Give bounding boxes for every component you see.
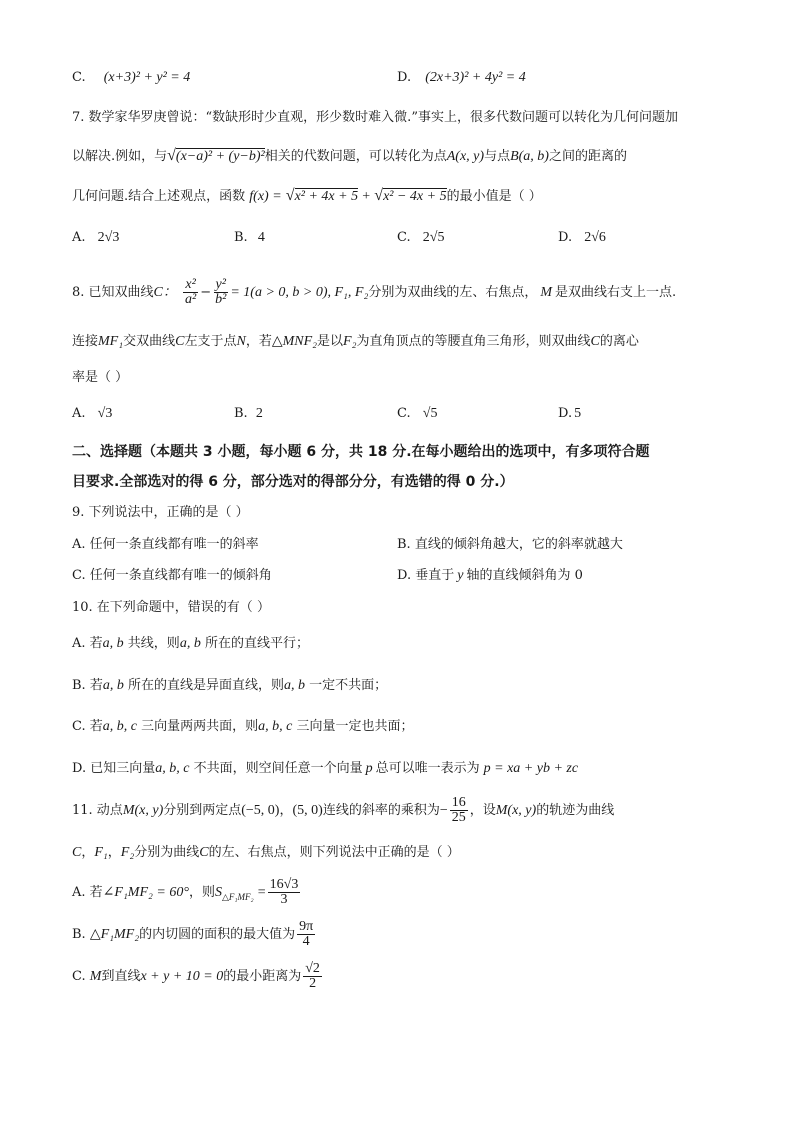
vector-p: p <box>365 761 373 776</box>
q9-option-a: A. 任何一条直线都有唯一的斜率 <box>72 537 259 552</box>
option-label: B. <box>234 406 248 421</box>
q10-option-c <box>72 717 414 737</box>
text: 左支于点 <box>184 334 237 349</box>
text: 所在的直线平行； <box>204 636 309 651</box>
text: 分别为曲线 <box>134 845 200 860</box>
text: ， <box>107 845 121 860</box>
line-equation: x + y + 10 = 0 <box>140 969 224 984</box>
q7-option-c <box>397 228 444 248</box>
curve-name: C <box>72 845 82 860</box>
curve-name: C <box>175 334 185 349</box>
point-1: (−5, 0) <box>241 803 280 818</box>
curve-name: C <box>199 845 209 860</box>
text: 的内切圆的面积的最大值为 <box>139 927 296 942</box>
vectors: a, b, c <box>155 761 190 776</box>
text: A. 若 <box>72 636 103 651</box>
text: 总可以唯一表示为 <box>375 761 480 776</box>
option-value: 2√5 <box>422 230 445 245</box>
q7-stem-line2 <box>72 146 627 167</box>
option-label: C. <box>72 70 86 85</box>
q8-option-a <box>72 404 112 424</box>
q10-option-b <box>72 676 387 696</box>
text: 的离心 <box>599 334 639 349</box>
point-2: (5, 0) <box>292 803 323 818</box>
fraction-y2-b2: $\frac{\text{y²}}{\text{b²}}$ <box>215 277 227 307</box>
text: ，设 <box>469 803 496 818</box>
q7-option-b <box>234 228 265 248</box>
option-value: 2 <box>255 406 263 421</box>
q7-option-d <box>558 228 606 248</box>
q7-stem-line1: 7. 数学家华罗庚曾说：“数缺形时少直观，形少数时难入微.”事实上，很多代数问题可以转化为几何问题加 <box>72 110 678 125</box>
point-m: M(x, y) <box>495 803 537 818</box>
option-label: B. <box>234 230 248 245</box>
text: D. 已知三向量 <box>72 761 156 776</box>
option-label: C. <box>397 406 411 421</box>
text: 三向量两两共面，则 <box>141 719 259 734</box>
text: ，若 <box>245 334 272 349</box>
triangle: △F₁MF₂ <box>89 927 140 942</box>
vectors: a, b, c <box>102 719 137 734</box>
option-label: D. <box>397 70 412 85</box>
text: ，则 <box>188 885 215 900</box>
option-label: A. <box>72 230 86 245</box>
text: 之间的距离的 <box>548 149 627 164</box>
text: 是以 <box>317 334 344 349</box>
minus-sign: − <box>439 803 448 818</box>
text: C. 若 <box>72 719 103 734</box>
option-label: A. <box>72 406 86 421</box>
vector-expression: p = xa + yb + zc <box>483 761 579 776</box>
text: 相关的代数问题，可以转化为点 <box>264 149 447 164</box>
option-label: C. <box>397 230 411 245</box>
text: 的最小距离为 <box>223 969 302 984</box>
q6-option-d <box>397 68 526 88</box>
option-value: 2√3 <box>97 230 120 245</box>
text: 与点 <box>484 149 511 164</box>
point-m: M <box>540 285 553 300</box>
sqrt-expression: √(x−a)² + (y−b)² <box>167 147 265 164</box>
q10-stem: 10. 在下列命题中，错误的有（ ） <box>72 600 270 615</box>
text: 的左、右焦点，则下列说法中正确的是（ ） <box>208 845 460 860</box>
segment: MF₁ <box>98 334 124 349</box>
q7-stem-line3 <box>72 186 542 207</box>
text: 一定不共面； <box>309 678 388 693</box>
vectors: a, b <box>283 678 305 693</box>
q8-option-c <box>397 404 437 424</box>
option-value: 5 <box>574 406 582 421</box>
point-m: M <box>89 969 102 984</box>
q11-option-b <box>72 920 317 950</box>
text: B. <box>72 927 86 942</box>
point-a: A(x, y) <box>446 149 485 164</box>
plus-sign: + <box>362 189 371 204</box>
q11-stem-line1 <box>72 796 614 826</box>
vectors: a, b <box>179 636 201 651</box>
text: 轴的直线倾斜角为 0 <box>466 568 583 583</box>
section-heading-line2: 目要求.全部选对的得 6 分，部分选对的得部分分，有选错的得 0 分.） <box>72 474 514 490</box>
focus-2: F₂ <box>120 845 135 860</box>
focus-1: F₁ <box>94 845 108 860</box>
text: D. 垂直于 <box>397 568 455 583</box>
text: 11. 动点 <box>72 803 123 818</box>
q11-option-a <box>72 878 302 912</box>
q9-option-d <box>397 566 583 586</box>
q8-stem-line1: 8. 已知双曲线C： $\frac{\text{x²}}{\text{a²}}$ − $\frac{\text{y²}}{\text{b²}}$ = 1(a > 0, b > 0), F₁, F₂分别为双曲线的左、右焦点， M 是双曲线右支上一点. <box>72 277 677 307</box>
text: 不共面，则空间任意一个向量 <box>193 761 363 776</box>
option-value: √3 <box>97 406 113 421</box>
text: 分别到两定点 <box>163 803 242 818</box>
option-value: 2√6 <box>584 230 606 245</box>
text: B. 若 <box>72 678 103 693</box>
q8-option-b <box>234 404 263 424</box>
text: 8. 已知双曲线 <box>72 285 154 300</box>
text: 共线，则 <box>127 636 180 651</box>
q10-option-a <box>72 634 309 654</box>
text: 交双曲线 <box>123 334 176 349</box>
text: C. <box>72 969 86 984</box>
option-expression: (x+3)² + y² = 4 <box>103 70 191 85</box>
q6-option-c <box>72 68 190 88</box>
option-value: √5 <box>422 406 438 421</box>
text: 是双曲线右支上一点. <box>555 285 677 300</box>
equation: = 1(a > 0, b > 0), F₁, F₂ <box>230 285 369 300</box>
fraction-answer: $\frac{9\pi}{4}$ <box>299 919 314 949</box>
curve-name: C： <box>153 285 177 300</box>
fraction-16-25: $\frac{16}{25}$ <box>451 795 466 825</box>
section-heading-line1: 二、选择题（本题共 3 小题，每小题 6 分，共 18 分.在每小题给出的选项中，有多项符合题 <box>72 444 650 460</box>
angle-expression: ∠F₁MF₂ = 60° <box>102 885 189 900</box>
vectors: a, b <box>102 678 124 693</box>
q10-option-d <box>72 759 578 779</box>
text: 连接 <box>72 334 99 349</box>
q9-option-b: B. 直线的倾斜角越大，它的斜率就越大 <box>397 537 623 552</box>
vectors: a, b, c <box>258 719 293 734</box>
q8-stem-line3: 率是（ ） <box>72 370 129 385</box>
text: 到直线 <box>101 969 141 984</box>
area-subscript: △F₁MF₂ <box>221 892 254 902</box>
q11-option-c <box>72 962 324 992</box>
text: 几何问题.结合上述观点，函数 <box>72 189 246 204</box>
triangle: △MNF₂ <box>271 334 318 349</box>
text: ， <box>279 803 293 818</box>
point-n: N <box>236 334 246 349</box>
q8-stem-line2 <box>72 332 639 352</box>
q7-option-a <box>72 228 119 248</box>
sqrt-expression: √x² + 4x + 5 <box>285 187 359 204</box>
text: 为直角顶点的等腰直角三角形，则双曲线 <box>356 334 591 349</box>
fraction-x2-a2: $\frac{\text{x²}}{\text{a²}}$ <box>185 277 197 307</box>
text: ， <box>81 845 95 860</box>
q9-stem: 9. 下列说法中，正确的是（ ） <box>72 505 249 520</box>
q11-stem-line2 <box>72 843 460 863</box>
fraction-answer: $\frac{16√3}{3}$ <box>269 877 299 907</box>
text: 所在的直线是异面直线，则 <box>127 678 284 693</box>
area-symbol: S <box>214 885 222 900</box>
equals-sign: = <box>257 885 266 900</box>
point-m: M(x, y) <box>122 803 164 818</box>
q8-option-d <box>558 404 581 424</box>
q9-option-c: C. 任何一条直线都有唯一的倾斜角 <box>72 568 272 583</box>
text: 的最小值是（ ） <box>446 189 542 204</box>
vectors: a, b <box>102 636 124 651</box>
point-b: B(a, b) <box>510 149 549 164</box>
focus: F₂ <box>343 334 357 349</box>
sqrt-expression: √x² − 4x + 5 <box>374 187 447 204</box>
text: 以解决.例如，与 <box>72 149 168 164</box>
curve-name: C <box>590 334 600 349</box>
option-value: 4 <box>257 230 265 245</box>
option-label: D. <box>558 230 573 245</box>
option-label: D. <box>558 406 573 421</box>
function-name: f(x) = <box>249 189 282 204</box>
text: A. 若 <box>72 885 103 900</box>
text: 连线的斜率的乘积为 <box>322 803 440 818</box>
text: 的轨迹为曲线 <box>536 803 615 818</box>
axis-y: y <box>457 568 464 583</box>
option-expression: (2x+3)² + 4y² = 4 <box>425 70 526 85</box>
fraction-answer: $\frac{√2}{2}$ <box>305 961 320 991</box>
text: 分别为双曲线的左、右焦点， <box>368 285 538 300</box>
text: 三向量一定也共面； <box>296 719 414 734</box>
